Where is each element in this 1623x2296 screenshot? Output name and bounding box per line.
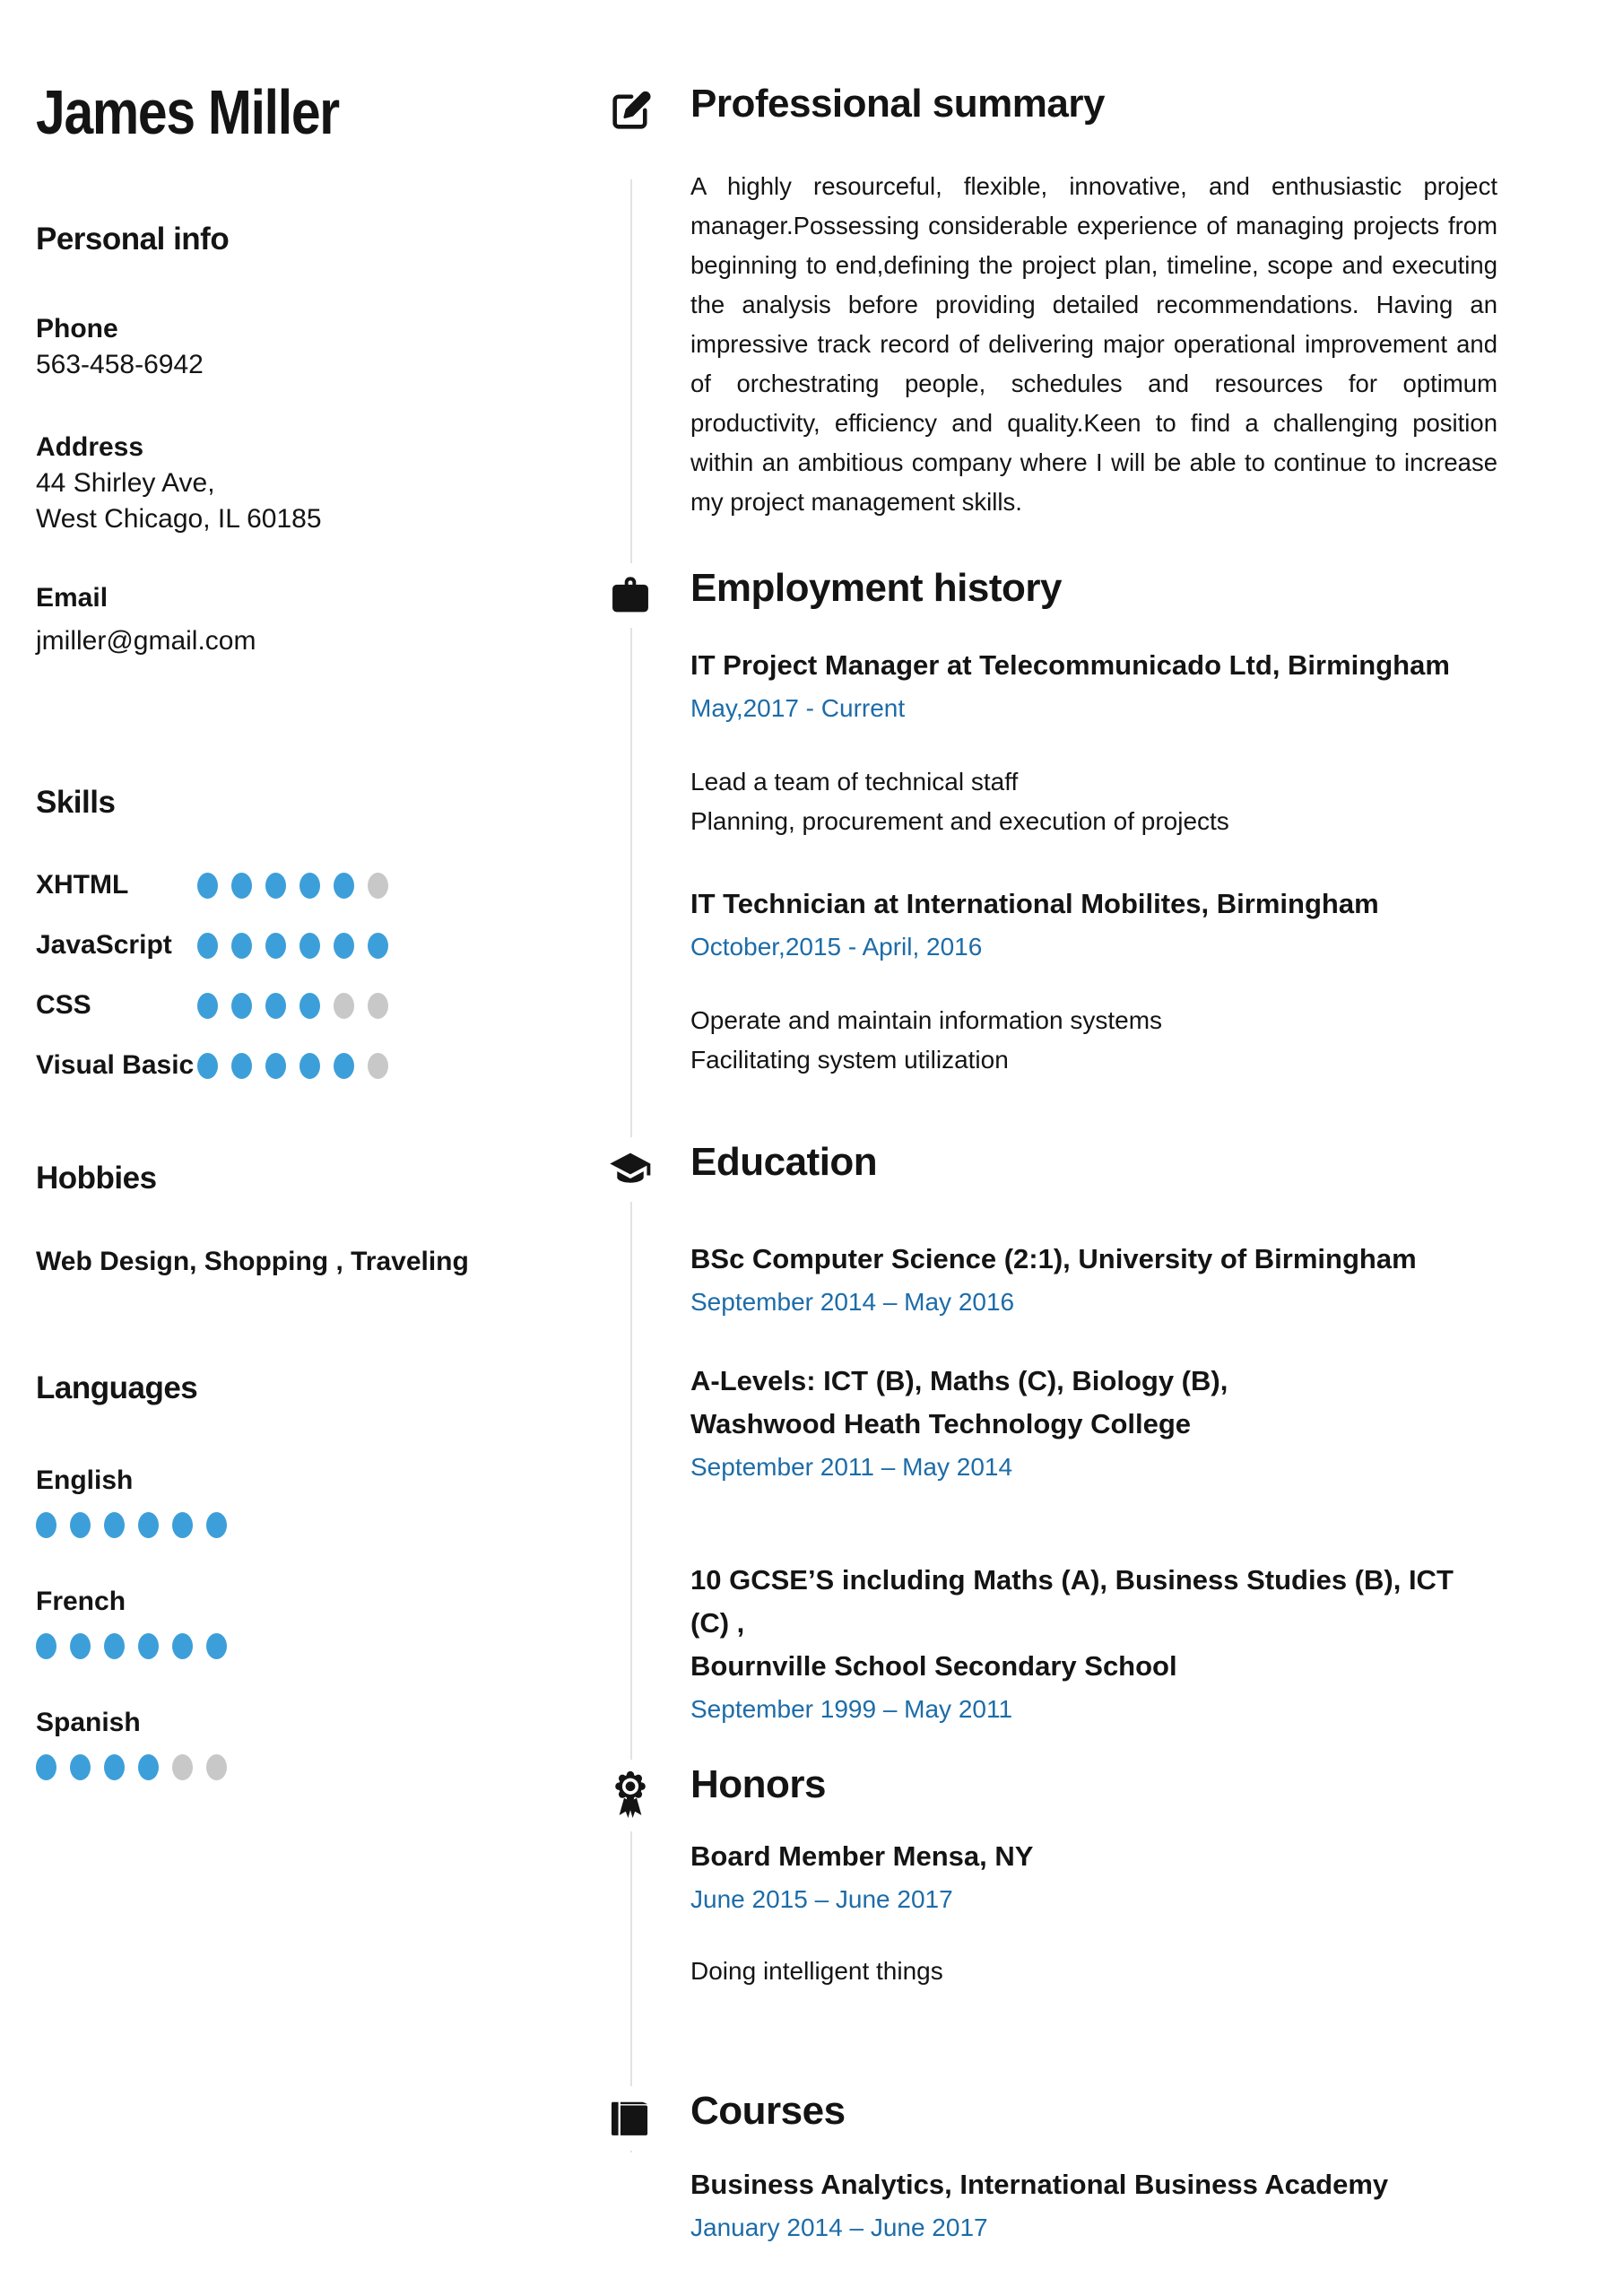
skills-heading: Skills [36, 785, 116, 820]
language-rating-dots [36, 1754, 574, 1780]
education-title: A-Levels: ICT (B), Maths (C), Biology (B), [690, 1365, 1228, 1396]
job-duty: Planning, procurement and execution of projects [690, 807, 1229, 835]
education-section [592, 1137, 1506, 1727]
rating-dot-empty [172, 1754, 193, 1780]
rating-dot-filled [172, 1633, 193, 1659]
language-rating-dots [36, 1633, 574, 1659]
education-heading: Education [690, 1140, 878, 1184]
skill-label: JavaScript [36, 930, 172, 960]
rating-dot-filled [138, 1512, 159, 1538]
education-title: Washwood Heath Technology College [690, 1408, 1192, 1439]
rating-dot-filled [334, 933, 354, 959]
rating-dot-filled [299, 1053, 320, 1079]
rating-dot-filled [265, 993, 286, 1019]
courses-content [690, 2086, 1497, 2246]
candidate-name: James Miller [36, 77, 339, 147]
language-label: English [36, 1465, 134, 1495]
rating-dot-filled [70, 1633, 91, 1659]
honors-heading: Honors [690, 1762, 826, 1806]
address-line-2: West Chicago, IL 60185 [36, 504, 322, 534]
book-icon [592, 2086, 669, 2151]
education-title: 10 GCSE’S including Maths (A), Business Studies (B), ICT (C) , [690, 1564, 1454, 1639]
phone-block [36, 311, 574, 383]
rating-dot-empty [368, 993, 388, 1019]
rating-dot-filled [197, 873, 218, 899]
right-column [592, 79, 1506, 2246]
rating-dot-filled [299, 993, 320, 1019]
left-column [36, 76, 574, 1829]
rating-dot-filled [70, 1754, 91, 1780]
phone-value: 563-458-6942 [36, 350, 204, 379]
personal-info-heading: Personal info [36, 222, 230, 257]
rating-dot-filled [172, 1512, 193, 1538]
rating-dot-filled [197, 1053, 218, 1079]
language-row [36, 1708, 574, 1780]
education-entry [690, 1238, 1497, 1320]
rating-dot-filled [36, 1512, 56, 1538]
hobbies-text: Web Design, Shopping , Traveling [36, 1247, 469, 1276]
honor-entry [690, 1835, 1497, 1991]
skills-list [36, 867, 574, 1083]
job-duty: Facilitating system utilization [690, 1046, 1009, 1074]
skill-label: CSS [36, 990, 91, 1020]
edit-icon [592, 79, 669, 144]
summary-heading: Professional summary [690, 82, 1105, 126]
job-duty: Lead a team of technical staff [690, 768, 1019, 796]
language-rating-dots [36, 1512, 574, 1538]
rating-dot-filled [231, 933, 252, 959]
skill-label: XHTML [36, 870, 129, 900]
rating-dot-filled [206, 1633, 227, 1659]
phone-label: Phone [36, 314, 118, 344]
rating-dot-empty [206, 1754, 227, 1780]
job-duties [690, 762, 1497, 841]
skill-rating-dots [197, 993, 402, 1019]
language-label: French [36, 1587, 126, 1616]
job-entry [690, 644, 1497, 841]
rating-dot-empty [334, 993, 354, 1019]
job-dates: October,2015 - April, 2016 [690, 933, 983, 961]
language-row [36, 1587, 574, 1659]
rating-dot-filled [231, 1053, 252, 1079]
courses-heading: Courses [690, 2089, 846, 2133]
honor-dates: June 2015 – June 2017 [690, 1885, 953, 1913]
education-entry [690, 1360, 1497, 1485]
rating-dot-filled [299, 873, 320, 899]
employment-content [690, 563, 1497, 1080]
languages-heading: Languages [36, 1370, 198, 1405]
email-block [36, 580, 574, 659]
education-dates: September 1999 – May 2011 [690, 1695, 1013, 1723]
education-dates: September 2014 – May 2016 [690, 1288, 1015, 1316]
education-entry [690, 1559, 1497, 1727]
skill-rating-dots [197, 873, 402, 899]
rating-dot-filled [138, 1754, 159, 1780]
rating-dot-filled [70, 1512, 91, 1538]
honor-description: Doing intelligent things [690, 1957, 943, 1985]
honor-title: Board Member Mensa, NY [690, 1840, 1034, 1872]
award-ribbon-icon [592, 1760, 669, 1831]
skill-rating-dots [197, 933, 402, 959]
graduation-cap-icon [592, 1137, 669, 1202]
skill-row [36, 987, 574, 1023]
rating-dot-filled [265, 1053, 286, 1079]
rating-dot-filled [138, 1633, 159, 1659]
skill-row [36, 1048, 574, 1083]
address-line-1: 44 Shirley Ave, [36, 468, 215, 498]
rating-dot-filled [368, 933, 388, 959]
email-value: jmiller@gmail.com [36, 626, 256, 656]
rating-dot-filled [334, 873, 354, 899]
email-label: Email [36, 583, 108, 613]
course-dates: January 2014 – June 2017 [690, 2213, 988, 2241]
rating-dot-empty [368, 1053, 388, 1079]
skill-row [36, 867, 574, 903]
education-content [690, 1137, 1497, 1727]
job-dates: May,2017 - Current [690, 694, 906, 722]
rating-dot-filled [265, 933, 286, 959]
honors-section [592, 1760, 1506, 1991]
rating-dot-empty [368, 873, 388, 899]
professional-summary-section [592, 79, 1506, 522]
course-entry [690, 2163, 1497, 2246]
job-duty: Operate and maintain information systems [690, 1006, 1163, 1034]
hobbies-heading: Hobbies [36, 1161, 157, 1196]
education-title: Bournville School Secondary School [690, 1650, 1177, 1682]
rating-dot-filled [265, 873, 286, 899]
job-title: IT Project Manager at Telecommunicado Ltd, Birmingham [690, 649, 1450, 681]
employment-history-section [592, 563, 1506, 1080]
rating-dot-filled [231, 993, 252, 1019]
rating-dot-filled [104, 1633, 125, 1659]
course-title: Business Analytics, International Business Academy [690, 2169, 1389, 2200]
skill-rating-dots [197, 1053, 402, 1079]
language-label: Spanish [36, 1708, 141, 1737]
education-dates: September 2011 – May 2014 [690, 1453, 1013, 1481]
rating-dot-filled [334, 1053, 354, 1079]
job-entry [690, 883, 1497, 1080]
employment-heading: Employment history [690, 566, 1062, 610]
job-duties [690, 1001, 1497, 1080]
address-label: Address [36, 432, 144, 462]
job-title: IT Technician at International Mobilites, Birmingham [690, 888, 1379, 919]
rating-dot-filled [299, 933, 320, 959]
languages-list [36, 1465, 574, 1780]
address-block [36, 430, 574, 537]
rating-dot-filled [197, 933, 218, 959]
rating-dot-filled [36, 1754, 56, 1780]
honors-content [690, 1760, 1497, 1991]
rating-dot-filled [36, 1633, 56, 1659]
summary-text: A highly resourceful, flexible, innovative, and enthusiastic project manager.Possessing considerable experience of managing projects from beginning to end,defining the project plan, timeline, scope and executing the analysis before providing detailed recommendations. Having an impressive track record of delivering major operational improvement and of orchestrating people, schedules and resources for optimum productivity, efficiency and quality.Keen to find a challenging position within an ambitious company where I will be able to continue to increase my project management skills. [690, 172, 1497, 516]
summary-content [690, 79, 1497, 522]
briefcase-icon [592, 563, 669, 628]
rating-dot-filled [104, 1754, 125, 1780]
education-title: BSc Computer Science (2:1), University of Birmingham [690, 1243, 1417, 1274]
courses-section [592, 2086, 1506, 2246]
skill-label: Visual Basic [36, 1050, 195, 1080]
rating-dot-filled [104, 1512, 125, 1538]
rating-dot-filled [231, 873, 252, 899]
rating-dot-filled [197, 993, 218, 1019]
language-row [36, 1465, 574, 1538]
skill-row [36, 927, 574, 963]
rating-dot-filled [206, 1512, 227, 1538]
